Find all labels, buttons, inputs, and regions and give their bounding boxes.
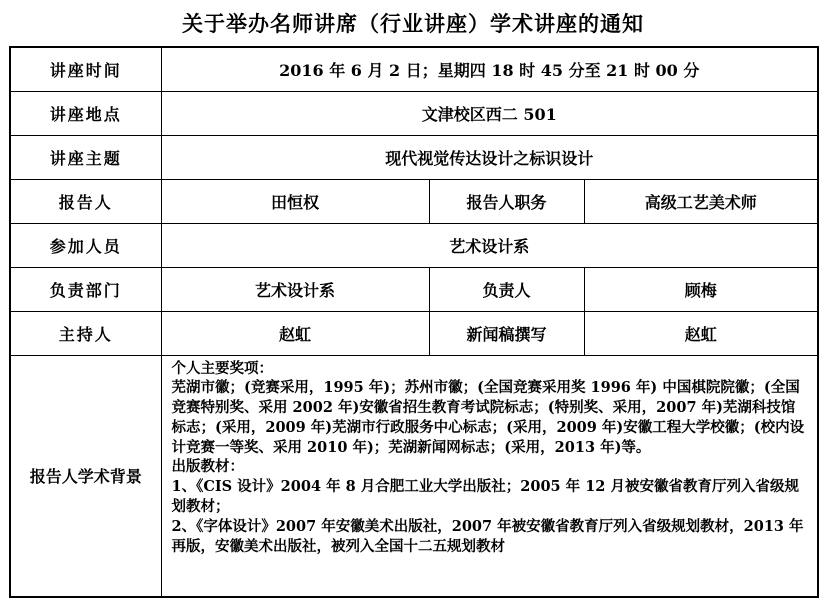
- time-value: 2016 年 6 月 2 日；星期四 18 时 45 分至 21 时 00 分: [161, 47, 818, 91]
- speaker-label: 报告人: [10, 179, 161, 223]
- page-title: 关于举办名师讲席（行业讲座）学术讲座的通知: [182, 11, 644, 36]
- speaker-title-value: 高级工艺美术师: [584, 179, 818, 223]
- background-content: [161, 355, 818, 597]
- press-label: 新闻稿撰写: [429, 311, 584, 355]
- owner-label: 负责人: [429, 267, 584, 311]
- topic-value: 现代视觉传达设计之标识设计: [161, 135, 818, 179]
- row-time: [10, 47, 818, 91]
- host-value: 赵虹: [161, 311, 429, 355]
- attendees-label: 参加人员: [10, 223, 161, 267]
- row-topic: [10, 135, 818, 179]
- row-speaker: [10, 179, 818, 223]
- press-value: 赵虹: [584, 311, 818, 355]
- background-line: 1、《CIS 设计》2004 年 8 月合肥工业大学出版社；2005 年 12 月被安徽省教育厅列入省级规划教材；: [171, 478, 799, 516]
- background-line: 2、《字体设计》2007 年安徽美术出版社，2007 年被安徽省教育厅列入省级规划教材，2013 年再版，安徽美术出版社，被列入全国十二五规划教材: [171, 517, 804, 555]
- host-label: 主持人: [10, 311, 161, 355]
- background-line: 个人主要奖项：: [171, 359, 273, 377]
- owner-value: 顾梅: [584, 267, 818, 311]
- background-line: 芜湖市徽；(竞赛采用，1995 年)；苏州市徽；(全国竞赛采用奖 1996 年) 中国棋院院徽；(全国竞赛特别奖、采用 2002 年)安徽省招生教育考试院标志；(特别奖、采用，2007 年)芜湖科技馆标志；(采用，2009 年)芜湖市行政服务中心标志；(采用，2009 年)安徽工程大学校徽；(校内设计竞赛一等奖、采用 2010 年)；芜湖新闻网标志；(采用，2013 年)等。: [171, 379, 805, 456]
- department-label: 负责部门: [10, 267, 161, 311]
- row-attendees: [10, 223, 818, 267]
- row-background: [10, 355, 818, 597]
- time-label: 讲座时间: [10, 47, 161, 91]
- row-place: [10, 91, 818, 135]
- notice-table: [9, 46, 819, 598]
- speaker-value: 田恒权: [161, 179, 429, 223]
- background-line: 出版教材：: [171, 458, 244, 476]
- place-value: 文津校区西二 501: [161, 91, 818, 135]
- topic-label: 讲座主题: [10, 135, 161, 179]
- speaker-title-label: 报告人职务: [429, 179, 584, 223]
- attendees-value: 艺术设计系: [161, 223, 818, 267]
- place-label: 讲座地点: [10, 91, 161, 135]
- row-host: [10, 311, 818, 355]
- row-department: [10, 267, 818, 311]
- background-label: 报告人学术背景: [10, 355, 161, 597]
- department-value: 艺术设计系: [161, 267, 429, 311]
